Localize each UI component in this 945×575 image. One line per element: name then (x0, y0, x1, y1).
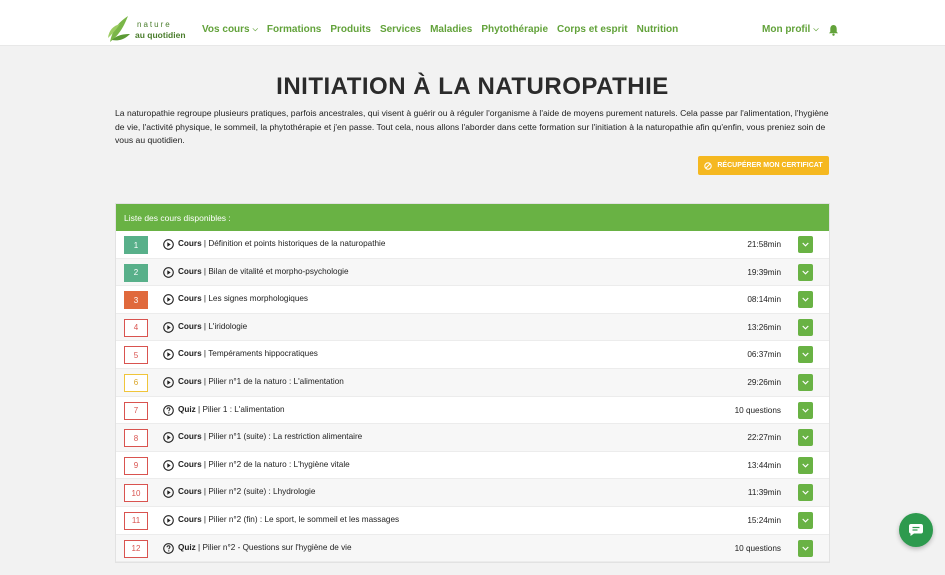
nav-item-produits[interactable]: Produits (330, 24, 371, 35)
course-row[interactable] (116, 369, 829, 397)
chevron-down-icon (802, 297, 809, 302)
course-title-text: Pilier 1 : L'alimentation (202, 404, 285, 414)
nav-item-nutrition[interactable]: Nutrition (636, 24, 679, 35)
course-title[interactable]: Quiz | Pilier 1 : L'alimentation (178, 404, 285, 414)
certificate-icon (704, 162, 712, 170)
course-row[interactable] (116, 286, 829, 314)
course-title-text: Pilier n°2 (suite) : Lhydrologie (208, 487, 316, 497)
play-icon (163, 432, 174, 443)
leaf-logo-icon (106, 14, 132, 44)
chat-button[interactable] (899, 513, 933, 547)
get-certificate-button[interactable] (698, 156, 829, 175)
course-kind: Cours (178, 349, 202, 359)
nav-item-formations[interactable]: Formations (266, 24, 322, 35)
expand-row-button[interactable] (798, 540, 813, 557)
profile-menu[interactable] (762, 24, 819, 35)
course-row[interactable] (116, 535, 829, 563)
course-title[interactable]: Cours | L'iridologie (178, 321, 248, 331)
course-number-badge: 1 (124, 236, 148, 254)
course-number-badge: 4 (124, 319, 148, 337)
expand-row-button[interactable] (798, 402, 813, 419)
chevron-down-icon (802, 463, 809, 468)
question-icon (163, 405, 174, 416)
course-kind: Quiz (178, 404, 196, 414)
course-number-badge: 10 (124, 484, 148, 502)
nav-item-phytotherapie[interactable]: Phytothérapie (481, 24, 549, 35)
play-icon (163, 239, 174, 250)
course-row[interactable] (116, 452, 829, 480)
chevron-down-icon (802, 490, 809, 495)
course-title[interactable]: Cours | Définition et points historiques de la naturopathie (178, 239, 386, 248)
play-icon (163, 515, 174, 526)
expand-row-button[interactable] (798, 236, 813, 253)
course-row[interactable] (116, 231, 829, 259)
get-certificate-label: RÉCUPÉRER MON CERTIFICAT (717, 162, 823, 169)
course-kind: Cours (178, 514, 202, 524)
nav-item-maladies[interactable]: Maladies (430, 24, 473, 35)
course-duration: 06:37min (747, 350, 781, 360)
expand-row-button[interactable] (798, 457, 813, 474)
course-list-rows (116, 231, 829, 562)
course-kind: Cours (178, 266, 202, 276)
course-duration: 22:27min (747, 433, 781, 443)
course-title[interactable]: Cours | Pilier n°1 de la naturo : L'alimentation (178, 376, 344, 386)
course-duration: 10 questions (734, 543, 781, 553)
brand-logo[interactable] (106, 14, 186, 44)
course-kind: Quiz (178, 542, 196, 552)
play-icon (163, 487, 174, 498)
course-title[interactable]: Quiz | Pilier n°2 - Questions sur l'hygiène de vie (178, 542, 352, 552)
course-number-badge: 11 (124, 512, 148, 530)
course-number-badge: 6 (124, 374, 148, 392)
chevron-down-icon (802, 242, 809, 247)
expand-row-button[interactable] (798, 319, 813, 336)
course-duration: 13:26min (747, 322, 781, 332)
main-menu (202, 24, 687, 38)
course-title-text: Pilier n°1 (suite) : La restriction alimentaire (208, 432, 363, 442)
chevron-down-icon (802, 352, 809, 357)
top-navigation-bar (0, 0, 945, 46)
course-title-text: Pilier n°2 (fin) : Le sport, le sommeil et les massages (208, 514, 400, 524)
chevron-down-icon (802, 270, 809, 275)
course-number-badge: 12 (124, 540, 148, 558)
expand-row-button[interactable] (798, 429, 813, 446)
course-title-text: Pilier n°1 de la naturo : L'alimentation (208, 376, 344, 386)
play-icon (163, 349, 174, 360)
course-kind: Cours (178, 459, 202, 469)
chevron-down-icon (802, 435, 809, 440)
expand-row-button[interactable] (798, 374, 813, 391)
course-number-badge: 5 (124, 346, 148, 364)
course-title[interactable]: Cours | Les signes morphologiques (178, 294, 309, 304)
course-duration: 08:14min (747, 295, 781, 305)
course-row[interactable] (116, 259, 829, 287)
expand-row-button[interactable] (798, 291, 813, 308)
profile-menu-label: Mon profil (762, 24, 811, 35)
course-row[interactable] (116, 479, 829, 507)
chevron-down-icon: ⌵ (252, 26, 258, 33)
course-title[interactable]: Cours | Tempéraments hippocratiques (178, 349, 318, 359)
course-number-badge: 9 (124, 457, 148, 475)
course-duration: 11:39min (747, 488, 781, 498)
course-number-badge: 2 (124, 264, 148, 282)
course-row[interactable] (116, 424, 829, 452)
course-title-text: Les signes morphologiques (208, 294, 309, 304)
course-description: La naturopathie regroupe plusieurs pratiques, parfois ancestrales, qui visent à guérir ou à réguler l'organisme à l'aide de moyens purement naturels. Cela passe par l'alimentation, l'hygiène de vie, l'activité physique, le sommeil, la phytothérapie et j'en passe. Tout cela, nous allons l'aborder dans cette formation sur l'initiation à la naturopathie afin qu'enfin, vous preniez soin de vous au quotidien. (115, 108, 829, 145)
expand-row-button[interactable] (798, 484, 813, 501)
course-kind: Cours (178, 376, 202, 386)
course-kind: Cours (178, 432, 202, 442)
brand-name-bottom: au quotidien (135, 30, 186, 40)
course-kind: Cours (178, 294, 202, 304)
course-list-header: Liste des cours disponibles : (116, 204, 829, 231)
course-number-badge: 7 (124, 402, 148, 420)
chat-bubble-icon (908, 523, 924, 537)
course-kind: Cours (178, 321, 202, 331)
course-row[interactable] (116, 314, 829, 342)
play-icon (163, 322, 174, 333)
play-icon (163, 294, 174, 305)
question-icon (163, 543, 174, 554)
chevron-down-icon: ⌵ (813, 26, 819, 33)
course-row[interactable] (116, 397, 829, 425)
expand-row-button[interactable] (798, 264, 813, 281)
play-icon (163, 460, 174, 471)
nav-item-corps-et-esprit[interactable]: Corps et esprit (557, 24, 628, 35)
nav-item-label: Vos cours (202, 24, 250, 35)
course-title-text: Bilan de vitalité et morpho-psychologie (208, 266, 349, 276)
course-title-text: Définition et points historiques de la naturopathie (208, 239, 386, 248)
brand-name-top: nature (137, 20, 172, 29)
course-kind: Cours (178, 239, 202, 248)
course-list (115, 203, 830, 563)
course-title-text: L'iridologie (208, 321, 248, 331)
play-icon (163, 377, 174, 388)
course-title-text: Pilier n°2 de la naturo : L'hygiène vitale (208, 459, 350, 469)
course-title-text: Pilier n°2 - Questions sur l'hygiène de vie (202, 542, 352, 552)
course-title[interactable]: Cours | Bilan de vitalité et morpho-psychologie (178, 266, 349, 276)
course-row[interactable] (116, 341, 829, 369)
expand-row-button[interactable] (798, 512, 813, 529)
course-duration: 19:39min (747, 267, 781, 277)
course-row[interactable] (116, 507, 829, 535)
course-title[interactable]: Cours | Pilier n°2 (fin) : Le sport, le sommeil et les massages (178, 514, 400, 524)
course-duration: 13:44min (747, 460, 781, 470)
course-number-badge: 3 (124, 291, 148, 309)
play-icon (163, 267, 174, 278)
nav-item-services[interactable]: Services (379, 24, 422, 35)
bell-icon[interactable] (828, 24, 839, 36)
chevron-down-icon (802, 325, 809, 330)
chevron-down-icon (802, 408, 809, 413)
course-duration: 29:26min (747, 377, 781, 387)
chevron-down-icon (802, 380, 809, 385)
course-kind: Cours (178, 487, 202, 497)
expand-row-button[interactable] (798, 346, 813, 363)
course-duration: 10 questions (734, 405, 781, 415)
chevron-down-icon (802, 546, 809, 551)
course-title[interactable]: Cours | Pilier n°2 de la naturo : L'hygiène vitale (178, 459, 350, 469)
course-number-badge: 8 (124, 429, 148, 447)
course-title-text: Tempéraments hippocratiques (208, 349, 318, 359)
course-title[interactable]: Cours | Pilier n°1 (suite) : La restriction alimentaire (178, 432, 363, 442)
course-title[interactable]: Cours | Pilier n°2 (suite) : Lhydrologie (178, 487, 316, 497)
page-title: INITIATION À LA NATUROPATHIE (276, 73, 669, 100)
nav-item-vos-cours[interactable] (202, 24, 258, 38)
course-duration: 21:58min (747, 240, 781, 249)
chevron-down-icon (802, 518, 809, 523)
course-duration: 15:24min (747, 515, 781, 525)
